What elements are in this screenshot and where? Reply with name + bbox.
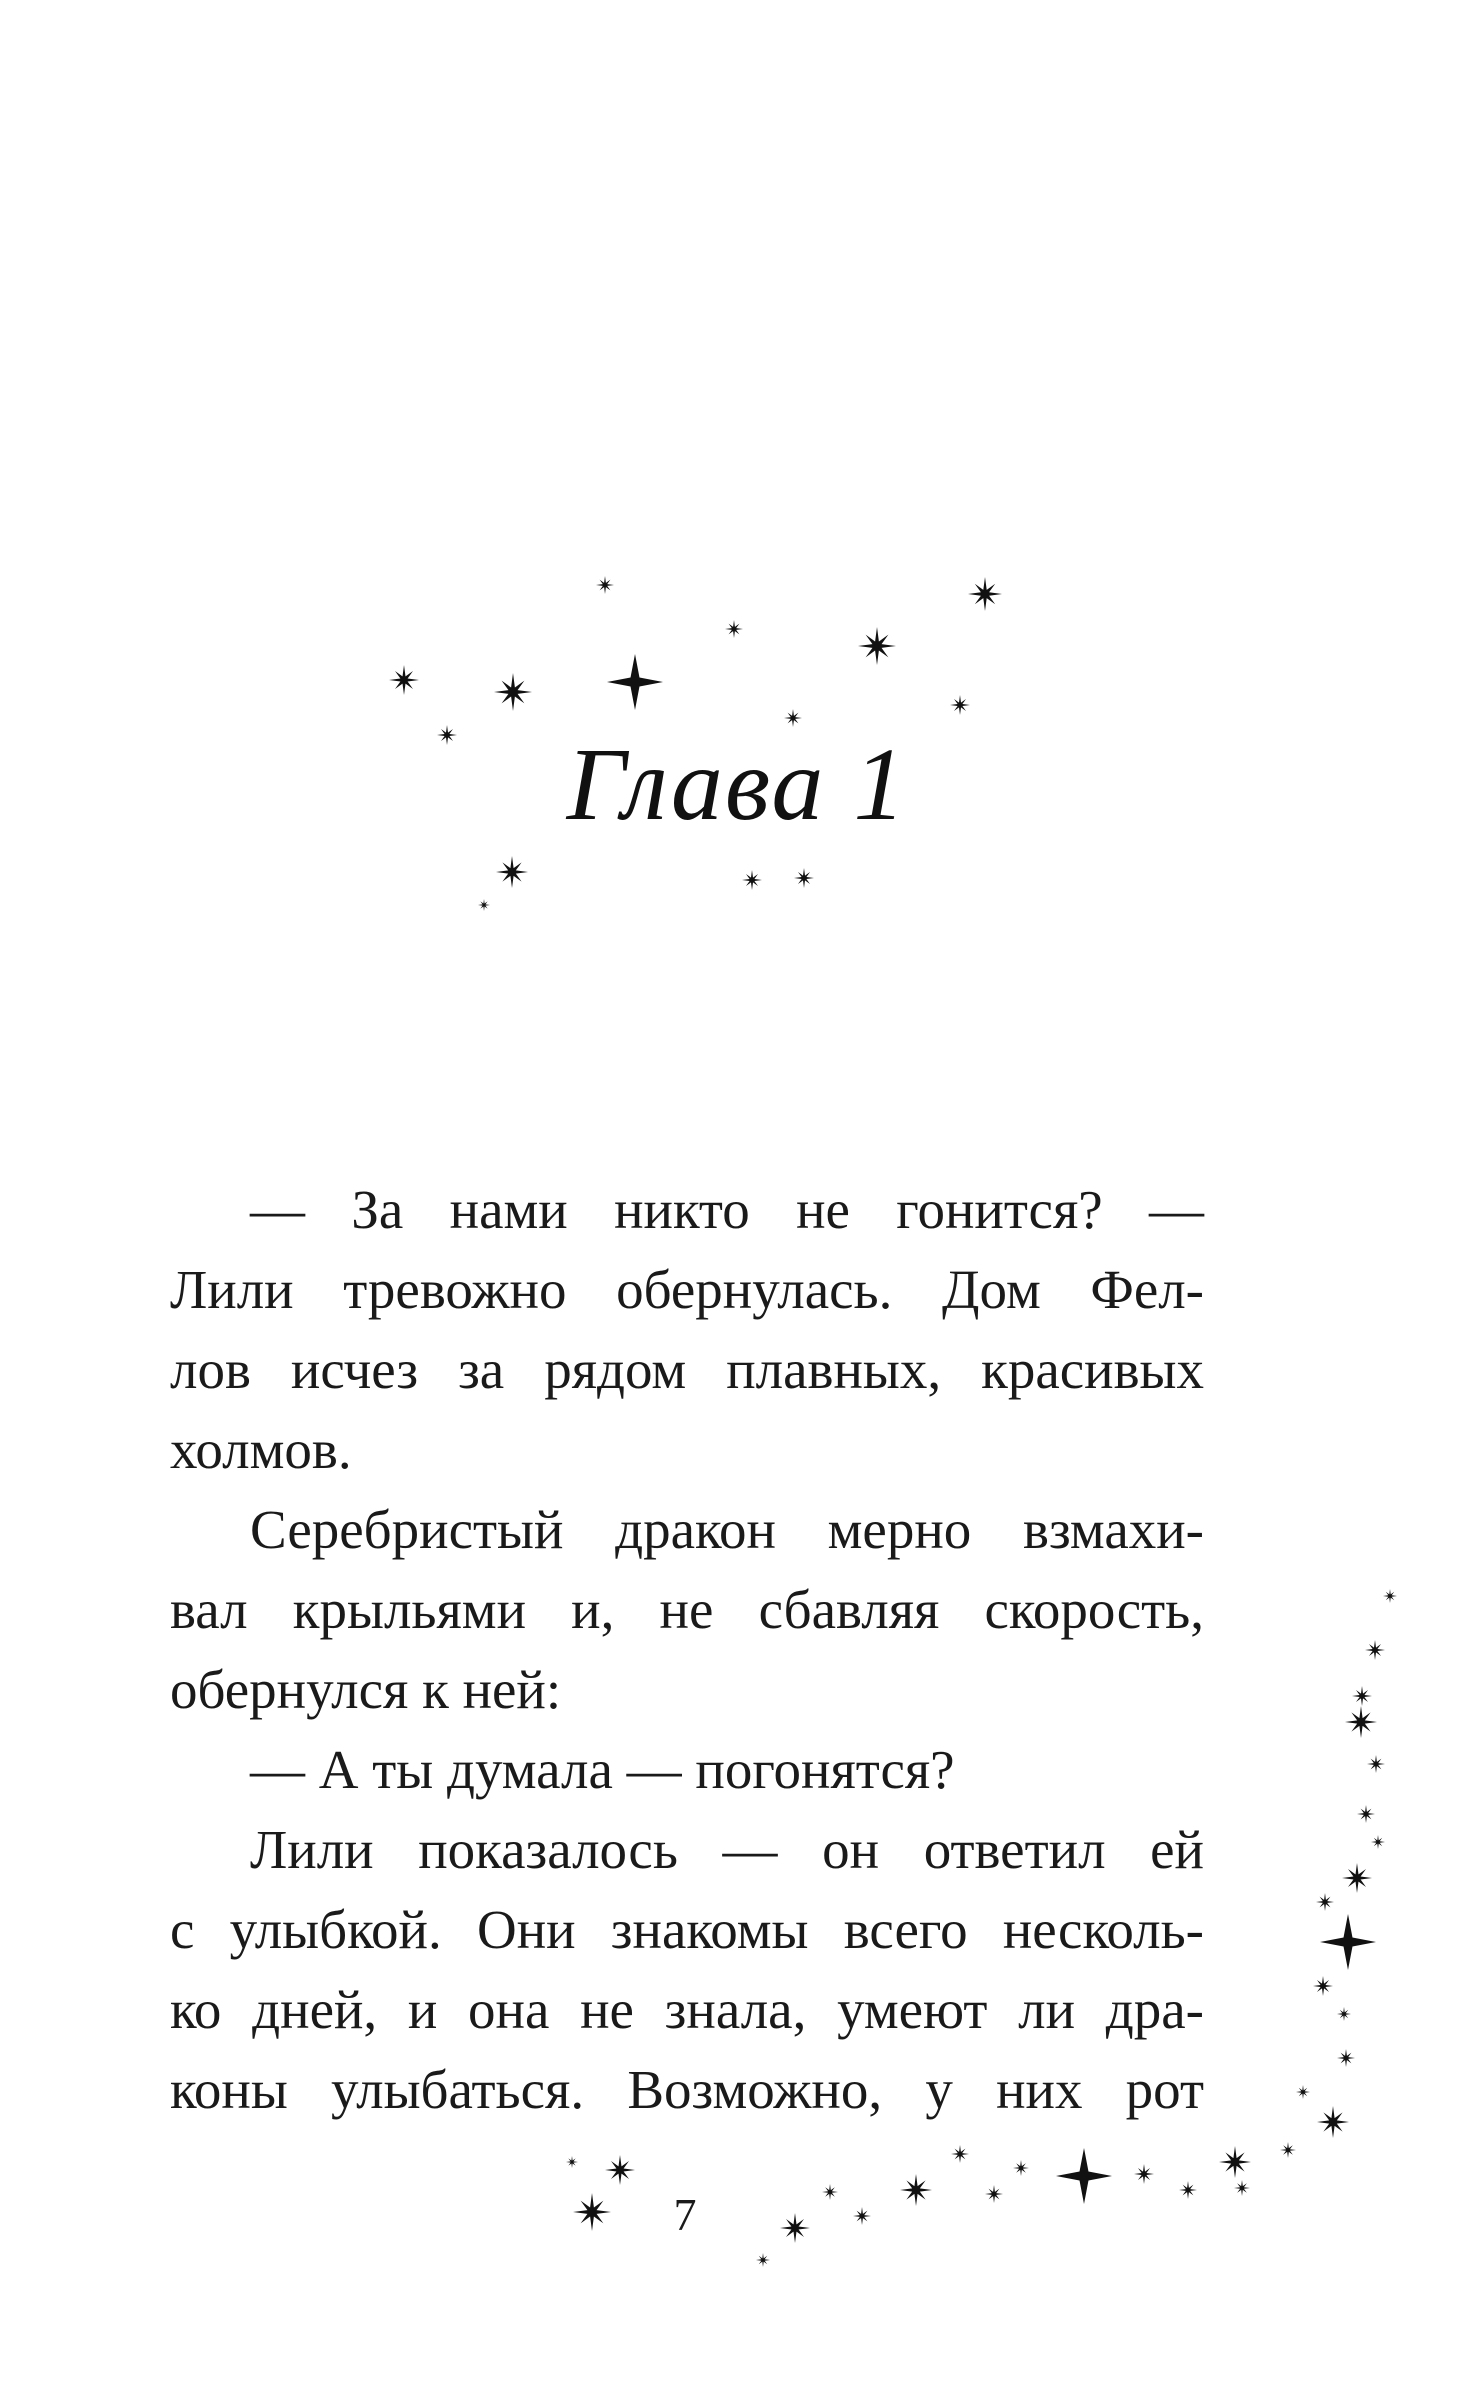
sparkle-star-icon: [1367, 1755, 1385, 1773]
sparkle-star-icon: [1357, 1805, 1375, 1823]
sparkle-star-icon: [1316, 1893, 1334, 1911]
sparkle-star-icon: [1179, 2181, 1197, 2199]
chapter-title: Глава 1: [566, 727, 908, 842]
sparkle-star-icon: [1371, 1835, 1385, 1849]
sparkle-star-icon: [858, 627, 896, 665]
sparkle-star-icon: [605, 2155, 635, 2185]
sparkle-star-icon: [951, 2145, 969, 2163]
sparkle-star-icon: [1337, 2049, 1355, 2067]
sparkle-star-icon: [950, 695, 970, 715]
sparkle-star-icon: [494, 673, 532, 711]
sparkle-star-icon: [389, 665, 419, 695]
sparkle-star-icon: [573, 2193, 611, 2231]
sparkle-star-icon: [607, 654, 663, 710]
sparkle-star-icon: [1056, 2148, 1112, 2204]
sparkle-star-icon: [1345, 1706, 1377, 1738]
sparkle-star-icon: [794, 868, 814, 888]
sparkle-star-icon: [1013, 2160, 1029, 2176]
sparkle-star-icon: [853, 2207, 871, 2225]
sparkle-star-icon: [1352, 1686, 1372, 1706]
text-line: Лили показалось — он ответил ей: [250, 1819, 1204, 1880]
text-line: лов исчез за рядом плавных, красивых: [170, 1339, 1204, 1400]
text-line: вал крыльями и, не сбавляя скорость,: [170, 1579, 1204, 1640]
page-number: 7: [673, 2189, 697, 2240]
sparkle-star-icon: [756, 2253, 770, 2267]
text-line: коны улыбаться. Возможно, у них рот: [170, 2059, 1204, 2120]
text-line: обернулся к ней:: [170, 1659, 562, 1720]
sparkle-star-icon: [1383, 1589, 1397, 1603]
sparkle-star-icon: [1280, 2142, 1296, 2158]
text-line: — А ты думала — погонятся?: [250, 1739, 955, 1800]
sparkle-star-icon: [1365, 1640, 1385, 1660]
sparkle-star-icon: [780, 2213, 810, 2243]
sparkle-star-icon: [1234, 2180, 1250, 2196]
text-line: — За нами никто не гонится? —: [250, 1179, 1204, 1240]
sparkle-star-icon: [1134, 2164, 1154, 2184]
text-line: ко дней, и она не знала, умеют ли дра-: [170, 1979, 1204, 2040]
sparkle-star-icon: [1342, 1863, 1372, 1893]
text-line: с улыбкой. Они знакомы всего несколь-: [170, 1899, 1204, 1960]
sparkle-star-icon: [496, 856, 528, 888]
sparkle-star-icon: [478, 899, 490, 911]
text-line: Серебристый дракон мерно взмахи-: [250, 1499, 1204, 1560]
sparkle-star-icon: [725, 620, 743, 638]
sparkle-star-icon: [566, 2156, 578, 2168]
sparkle-star-icon: [822, 2184, 838, 2200]
text-line: Лили тревожно обернулась. Дом Фел-: [170, 1259, 1204, 1320]
sparkle-star-icon: [968, 577, 1002, 611]
sparkle-star-icon: [1320, 1914, 1376, 1970]
sparkle-star-icon: [1296, 2085, 1310, 2099]
sparkle-star-icon: [1337, 2007, 1351, 2021]
sparkle-star-icon: [1219, 2146, 1251, 2178]
sparkle-star-icon: [985, 2185, 1003, 2203]
body-text: [170, 1170, 1204, 2130]
sparkle-star-icon: [596, 576, 614, 594]
sparkle-star-icon: [1317, 2106, 1349, 2138]
sparkle-star-icon: [900, 2174, 932, 2206]
sparkle-star-icon: [1313, 1976, 1333, 1996]
sparkle-star-icon: [742, 870, 762, 890]
text-line: холмов.: [170, 1419, 352, 1480]
